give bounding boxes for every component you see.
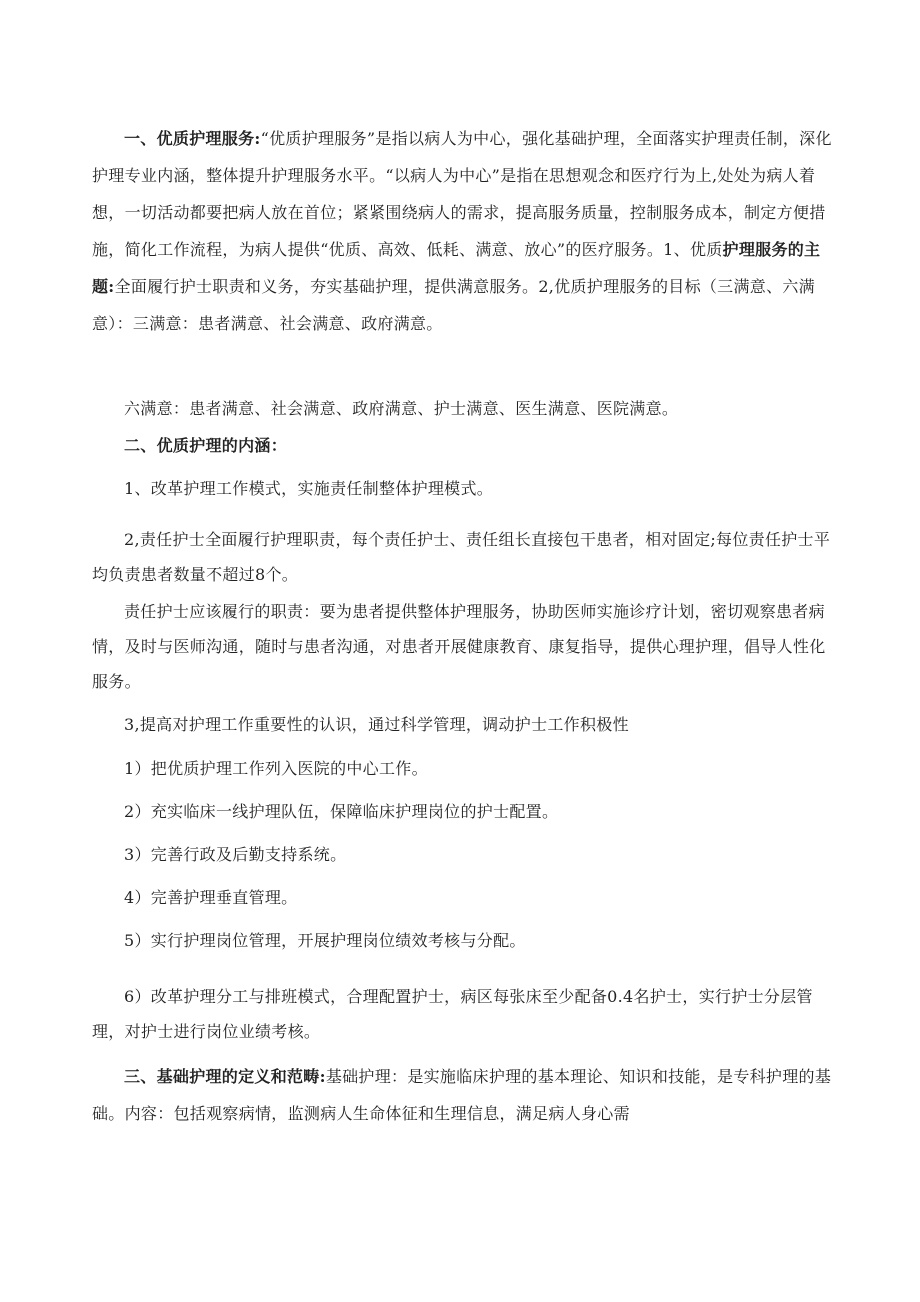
section2-sub2: 2）充实临床一线护理队伍，保障临床护理岗位的护士配置。: [124, 802, 559, 821]
section1-body: “优质护理服务”是指以病人为中心，强化基础护理，全面落实护理责任制，深化护理专业内涵，整体提升护理服务水平。“以病人为中心”是指在思想观念和医疗行为上,处处为病人着想，一切活动都要把病人放在首位；紧紧围绕病人的需求，提高服务质量，控制服务成本，制定方便措施，简化工作流程，为病人提供“优质、高效、低耗、满意、放心”的医疗服务。1、优质: [92, 129, 832, 259]
section1-paragraph: [92, 120, 832, 342]
section2-sub3: 3）完善行政及后勤支持系统。: [124, 845, 347, 864]
section3-heading: 三、基础护理的定义和范畴:: [124, 1067, 326, 1086]
section1-heading: 一、优质护理服务:: [124, 129, 261, 148]
six-satisfaction-text: 六满意：患者满意、社会满意、政府满意、护士满意、医生满意、医院满意。: [124, 399, 679, 418]
section2-item1: 1、改革护理工作模式，实施责任制整体护理模式。: [124, 479, 494, 498]
section2-sub1: 1）把优质护理工作列入医院的中心工作。: [124, 759, 428, 778]
section2-sub6: 6）改革护理分工与排班模式，合理配置护士，病区每张床至少配备0.4名护士，实行护士分层管理，对护士进行岗位业绩考核。: [92, 987, 813, 1041]
section2-sub4: 4）完善护理垂直管理。: [124, 888, 298, 907]
section2-duties: 责任护士应该履行的职责：要为患者提供整体护理服务，协助医师实施诊疗计划，密切观察患者病情，及时与医师沟通，随时与患者沟通，对患者开展健康教育、康复指导，提供心理护理，倡导人性化服务。: [92, 602, 826, 691]
section2-item2: 2,责任护士全面履行护理职责，每个责任护士、责任组长直接包干患者，相对固定;每位责任护士平均负责患者数量不超过8个。: [92, 530, 831, 584]
section2-item3: 3,提高对护理工作重要性的认识，通过科学管理，调动护士工作积极性: [124, 715, 629, 734]
section2-heading: 二、优质护理的内涵：: [124, 436, 288, 455]
section3-body: 基础护理：是实施临床护理的基本理论、知识和技能，是专科护理的基础。内容：包括观察病情，监测病人生命体征和生理信息，满足病人身心需: [92, 1067, 832, 1123]
theme-heading: 护理服务的主题:: [92, 240, 821, 296]
section3-paragraph: [92, 1058, 832, 1132]
section2-sub5: 5）实行护理岗位管理，开展护理岗位绩效考核与分配。: [124, 931, 526, 950]
theme-body: 全面履行护士职责和义务，夯实基础护理，提供满意服务。2,优质护理服务的目标（三满意、六满意）：三满意：患者满意、社会满意、政府满意。: [92, 277, 815, 333]
